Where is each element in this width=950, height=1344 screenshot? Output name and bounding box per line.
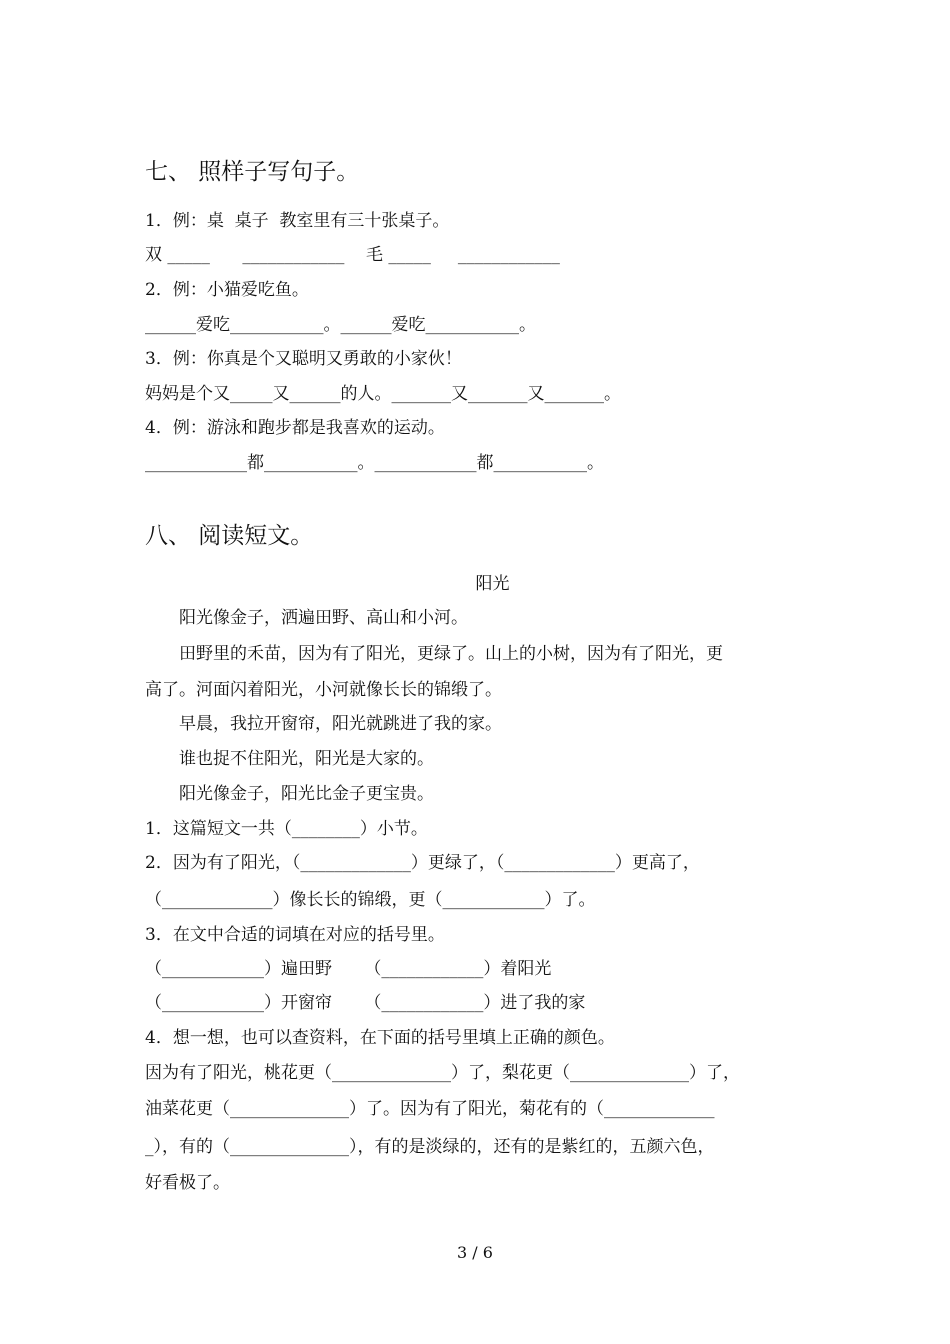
page-number: 3 / 6 bbox=[457, 1243, 493, 1262]
s8-q2-line-2: （_____________）像长长的锦缎，更（____________）了。 bbox=[145, 890, 596, 910]
passage-paragraph-4: 谁也捉不住阳光，阳光是大家的。 bbox=[179, 749, 434, 769]
s7-q3-example: 3．例：你真是个又聪明又勇敢的小家伙！ bbox=[145, 349, 462, 369]
s7-q2-example: 2．例：小猫爱吃鱼。 bbox=[145, 280, 309, 300]
s8-q4-line-3: _），有的（______________），有的是淡绿的，还有的是紫红的，五颜六色， bbox=[145, 1137, 715, 1157]
s7-q1-example: 1．例：桌 桌子 教室里有三十张桌子。 bbox=[145, 211, 450, 231]
s8-q3-row-2: （____________）开窗帘 （____________）进了我的家 bbox=[145, 993, 586, 1013]
passage-title: 阳光 bbox=[475, 574, 510, 594]
passage-paragraph-2a: 田野里的禾苗，因为有了阳光，更绿了。山上的小树，因为有了阳光，更 bbox=[179, 644, 723, 664]
s8-q3: 3．在文中合适的词填在对应的括号里。 bbox=[145, 925, 445, 945]
s8-q4: 4．想一想，也可以查资料，在下面的括号里填上正确的颜色。 bbox=[145, 1028, 615, 1048]
section-8-heading: 八、 阅读短文。 bbox=[145, 523, 314, 549]
s7-q1-fill: 双 _____ ____________ 毛 _____ ____________ bbox=[145, 245, 560, 265]
s8-q4-line-4: 好看极了。 bbox=[145, 1173, 230, 1193]
section-7-heading: 七、 照样子写句子。 bbox=[145, 159, 360, 185]
s7-q2-fill: ______爱吃___________。______爱吃___________。 bbox=[145, 315, 536, 335]
passage-paragraph-5: 阳光像金子，阳光比金子更宝贵。 bbox=[179, 784, 434, 804]
s8-q4-line-2: 油菜花更（______________）了。因为有了阳光，菊花有的（_____________ bbox=[145, 1099, 715, 1119]
passage-paragraph-1: 阳光像金子，洒遍田野、高山和小河。 bbox=[179, 608, 468, 628]
s8-q2-line-1: 2．因为有了阳光，（_____________）更绿了，（_____________）更高了， bbox=[145, 853, 700, 873]
s8-q1: 1．这篇短文一共（________）小节。 bbox=[145, 819, 428, 839]
s7-q4-example: 4．例：游泳和跑步都是我喜欢的运动。 bbox=[145, 418, 445, 438]
s8-q4-line-1: 因为有了阳光，桃花更（______________）了，梨花更（______________）了， bbox=[145, 1063, 740, 1083]
s7-q4-fill: ____________都___________。____________都___________。 bbox=[145, 453, 604, 473]
passage-paragraph-2b: 高了。河面闪着阳光，小河就像长长的锦缎了。 bbox=[145, 680, 502, 700]
s8-q3-row-1: （____________）遍田野 （____________）着阳光 bbox=[145, 959, 552, 979]
passage-paragraph-3: 早晨，我拉开窗帘，阳光就跳进了我的家。 bbox=[179, 714, 502, 734]
s7-q3-fill: 妈妈是个又_____又______的人。_______又_______又_______。 bbox=[145, 384, 621, 404]
